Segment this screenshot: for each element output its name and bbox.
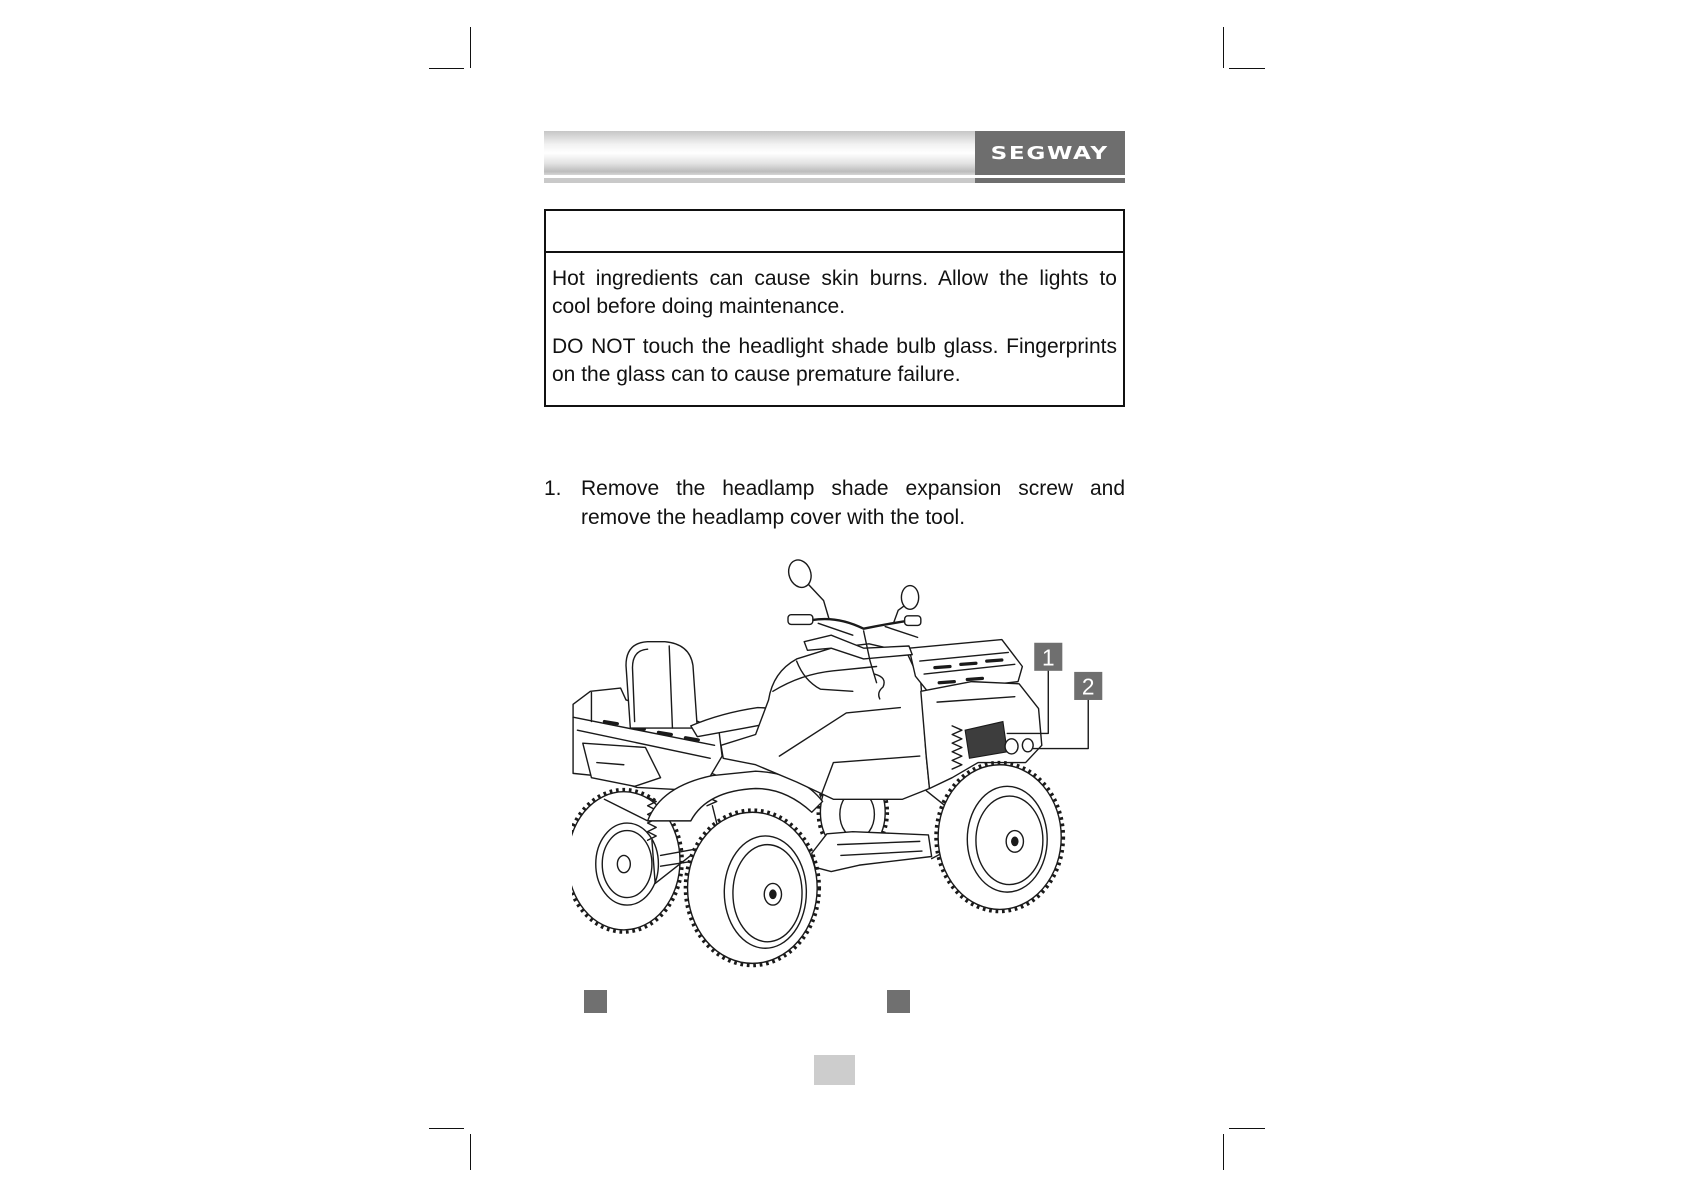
header-rule [544, 178, 975, 183]
brand-logo-text: SEGWAY [990, 142, 1110, 164]
seat-backrest [626, 642, 697, 728]
crop-mark-top-left-vertical [470, 27, 471, 68]
warning-line: cool before doing maintenance. [552, 295, 846, 318]
warning-paragraph [552, 333, 1117, 389]
page-number-tab [814, 1055, 855, 1085]
callout-2-label: 2 [1081, 673, 1095, 700]
warning-line: DO NOT touch the headlight shade bulb glass. Fingerprints [552, 335, 1117, 358]
crop-mark-top-left-horizontal [429, 68, 464, 69]
crop-mark-bottom-left-horizontal [429, 1128, 464, 1129]
crop-mark-bottom-left-vertical [470, 1134, 471, 1170]
warning-paragraph [552, 265, 1117, 321]
atv-illustration [572, 551, 1112, 972]
step-text [581, 474, 1125, 532]
crop-mark-bottom-right-vertical [1223, 1134, 1224, 1170]
front-right-wheel [936, 763, 1063, 912]
warning-line: on the glass can to cause premature failure. [552, 363, 961, 386]
step-line: Remove the headlamp shade expansion screw and [581, 477, 1125, 500]
brand-logo-rule [975, 178, 1125, 183]
step-item [544, 474, 1125, 532]
step-line: remove the headlamp cover with the tool. [581, 506, 966, 529]
warning-box [544, 209, 1125, 407]
crop-mark-bottom-right-horizontal [1229, 1128, 1265, 1129]
left-mirror [785, 557, 829, 619]
legend-square-marker-1 [584, 990, 607, 1013]
rear-right-wheel [685, 810, 819, 965]
callout-1-label: 1 [1041, 644, 1055, 671]
legend-square-marker-2 [887, 990, 910, 1013]
brand-logo [975, 131, 1125, 175]
callout-2 [1033, 672, 1102, 749]
crop-mark-top-right-horizontal [1229, 68, 1265, 69]
warning-title-row [546, 211, 1123, 253]
step-number: 1. [544, 477, 562, 500]
header-band [544, 131, 975, 175]
warning-body [546, 253, 1123, 389]
crop-mark-top-right-vertical [1223, 27, 1224, 68]
warning-line: Hot ingredients can cause skin burns. Allow the lights to [552, 267, 1117, 290]
